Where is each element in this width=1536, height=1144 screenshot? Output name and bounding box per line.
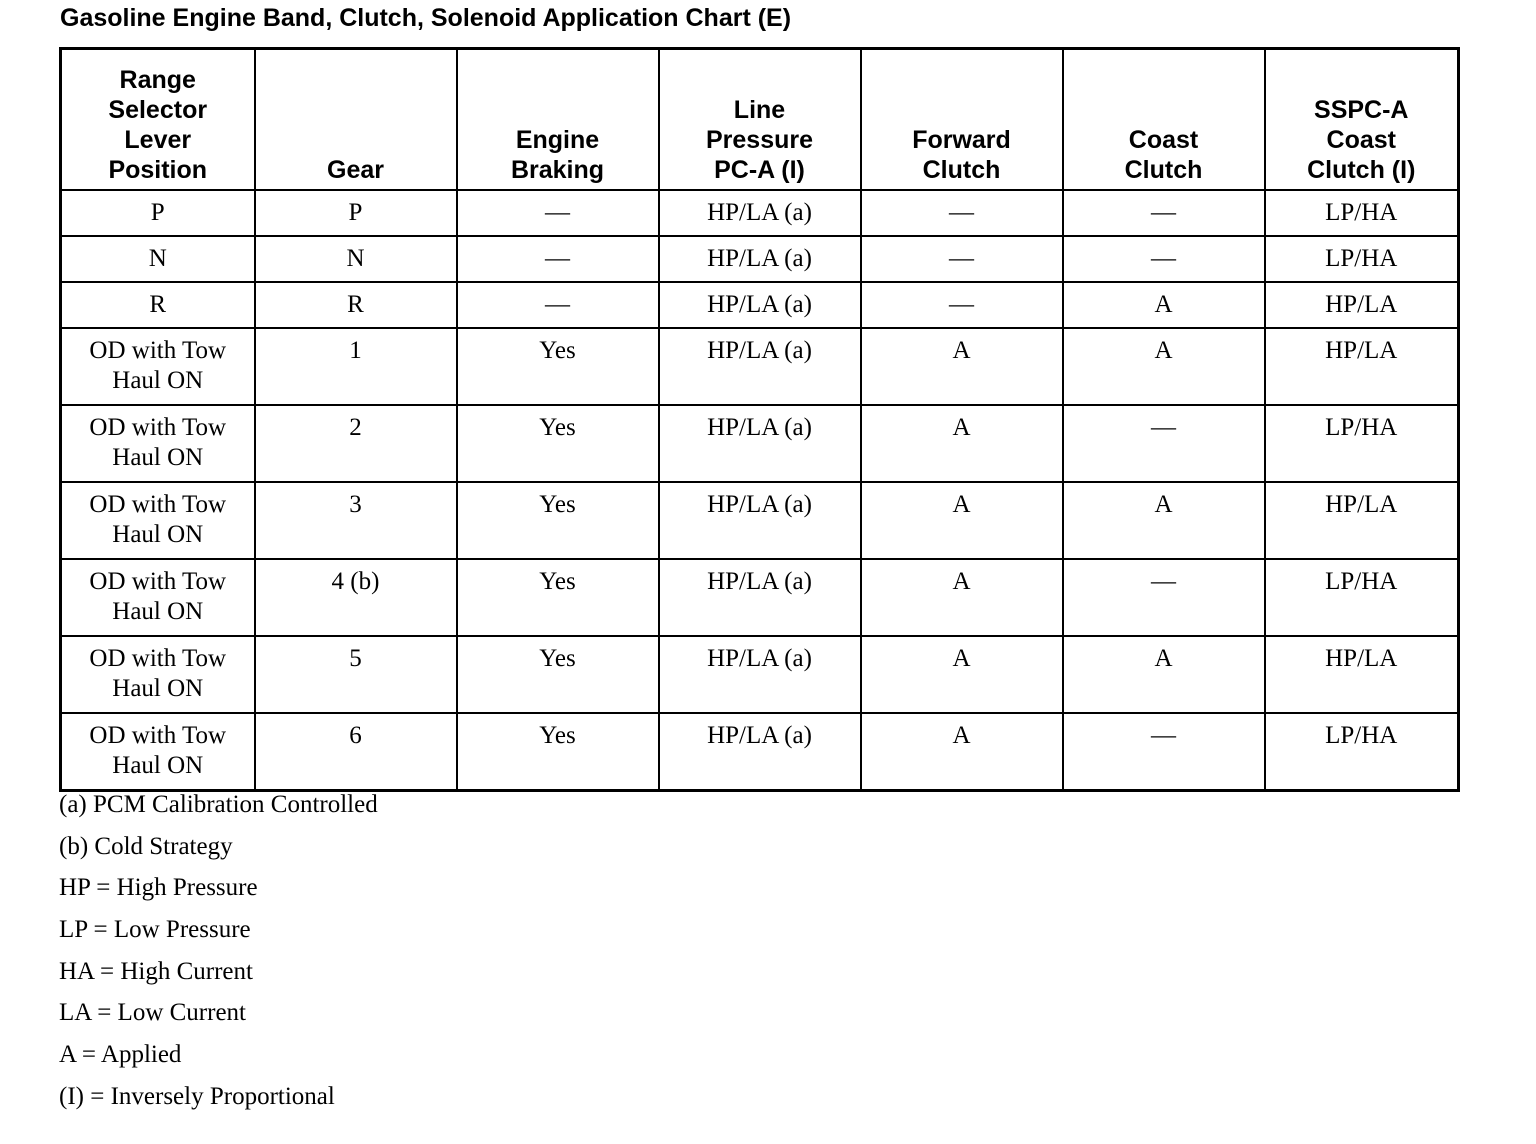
footnote: HA = High Current — [59, 957, 253, 985]
header-line: Gear — [327, 156, 384, 184]
table-cell: Yes — [457, 713, 659, 791]
table-cell: LP/HA — [1265, 713, 1459, 791]
table-cell: — — [1063, 713, 1265, 791]
table-cell: 4 (b) — [255, 559, 457, 636]
table-cell: Yes — [457, 405, 659, 482]
table-cell: HP/LA (a) — [659, 190, 861, 236]
table-cell: HP/LA — [1265, 328, 1459, 405]
table-cell: HP/LA (a) — [659, 405, 861, 482]
header-coast-clutch — [1063, 49, 1265, 191]
table-cell: OD with Tow Haul ON — [61, 328, 255, 405]
table-cell: 6 — [255, 713, 457, 791]
table-cell: Yes — [457, 482, 659, 559]
header-line: Braking — [510, 156, 605, 184]
table-cell: HP/LA (a) — [659, 559, 861, 636]
header-line: Selector — [108, 96, 208, 124]
table-cell: OD with Tow Haul ON — [61, 482, 255, 559]
table-cell: N — [255, 236, 457, 282]
footnote: A = Applied — [59, 1041, 182, 1069]
footnote: HP = High Pressure — [59, 874, 258, 902]
table-cell: HP/LA (a) — [659, 636, 861, 713]
header-line-pressure — [659, 49, 861, 191]
header-line: PC-A (I) — [714, 156, 805, 184]
table-cell: — — [861, 282, 1063, 328]
header-line: Range — [119, 66, 196, 94]
table-cell: HP/LA (a) — [659, 713, 861, 791]
table-cell: 3 — [255, 482, 457, 559]
table-row — [61, 713, 1459, 791]
table-cell: — — [861, 190, 1063, 236]
table-cell: — — [1063, 236, 1265, 282]
table-row — [61, 636, 1459, 713]
table-row — [61, 282, 1459, 328]
table-cell: OD with Tow Haul ON — [61, 559, 255, 636]
header-line: Coast — [1326, 126, 1396, 154]
header-line: Clutch — [1124, 156, 1203, 184]
header-line: SSPC-A — [1314, 96, 1409, 124]
table-cell: HP/LA (a) — [659, 282, 861, 328]
table-cell: LP/HA — [1265, 405, 1459, 482]
header-forward-clutch — [861, 49, 1063, 191]
table-cell: A — [861, 713, 1063, 791]
table-cell: A — [861, 559, 1063, 636]
table-cell: — — [457, 282, 659, 328]
header-line: Lever — [124, 126, 192, 154]
table-cell: LP/HA — [1265, 236, 1459, 282]
table-cell: HP/LA — [1265, 636, 1459, 713]
header-gear — [255, 49, 457, 191]
footnote: (b) Cold Strategy — [59, 832, 233, 860]
table-cell: A — [861, 482, 1063, 559]
application-chart-table — [59, 47, 1460, 792]
table-cell: P — [255, 190, 457, 236]
footnote: LA = Low Current — [59, 999, 246, 1027]
table-cell: N — [61, 236, 255, 282]
table-cell: — — [457, 236, 659, 282]
table-cell: A — [861, 636, 1063, 713]
table-cell: HP/LA — [1265, 482, 1459, 559]
header-line: Coast — [1128, 126, 1199, 154]
table-cell: 1 — [255, 328, 457, 405]
header-line: Pressure — [705, 126, 814, 154]
table-cell: A — [861, 328, 1063, 405]
table-cell: — — [1063, 559, 1265, 636]
table-cell: — — [1063, 190, 1265, 236]
table-row — [61, 405, 1459, 482]
table-cell: A — [1063, 328, 1265, 405]
table-cell: HP/LA (a) — [659, 236, 861, 282]
table-cell: LP/HA — [1265, 559, 1459, 636]
header-sspc-a-coast-clutch — [1265, 49, 1459, 191]
footnote: LP = Low Pressure — [59, 916, 251, 944]
table-cell: OD with Tow Haul ON — [61, 405, 255, 482]
table-cell: Yes — [457, 559, 659, 636]
chart-title: Gasoline Engine Band, Clutch, Solenoid Application Chart (E) — [60, 4, 792, 32]
table-cell: R — [61, 282, 255, 328]
table-cell: 2 — [255, 405, 457, 482]
table-row — [61, 328, 1459, 405]
table-cell: Yes — [457, 636, 659, 713]
table-cell: OD with Tow Haul ON — [61, 713, 255, 791]
footnote: (I) = Inversely Proportional — [59, 1082, 335, 1110]
table-cell: — — [457, 190, 659, 236]
header-line: Position — [108, 156, 208, 184]
table-cell: OD with Tow Haul ON — [61, 636, 255, 713]
table-cell: 5 — [255, 636, 457, 713]
header-row — [61, 49, 1459, 191]
table-row — [61, 482, 1459, 559]
header-line: Clutch (I) — [1307, 156, 1416, 184]
header-line: Line — [733, 96, 786, 124]
table-cell: A — [861, 405, 1063, 482]
table-row — [61, 559, 1459, 636]
table-cell: R — [255, 282, 457, 328]
table-cell: Yes — [457, 328, 659, 405]
table-row — [61, 236, 1459, 282]
table-cell: — — [861, 236, 1063, 282]
footnote: (a) PCM Calibration Controlled — [59, 791, 378, 818]
header-engine-braking — [457, 49, 659, 191]
table-row — [61, 190, 1459, 236]
table-cell: — — [1063, 405, 1265, 482]
table-cell: HP/LA (a) — [659, 328, 861, 405]
header-line: Clutch — [922, 156, 1001, 184]
header-line: Engine — [515, 126, 600, 154]
table-cell: A — [1063, 282, 1265, 328]
table-cell: HP/LA (a) — [659, 482, 861, 559]
table-cell: A — [1063, 482, 1265, 559]
table-cell: A — [1063, 636, 1265, 713]
header-range-selector — [61, 49, 255, 191]
table-cell: HP/LA — [1265, 282, 1459, 328]
table-cell: LP/HA — [1265, 190, 1459, 236]
footnotes — [59, 790, 378, 1124]
header-line: Forward — [912, 126, 1011, 154]
table-cell: P — [61, 190, 255, 236]
